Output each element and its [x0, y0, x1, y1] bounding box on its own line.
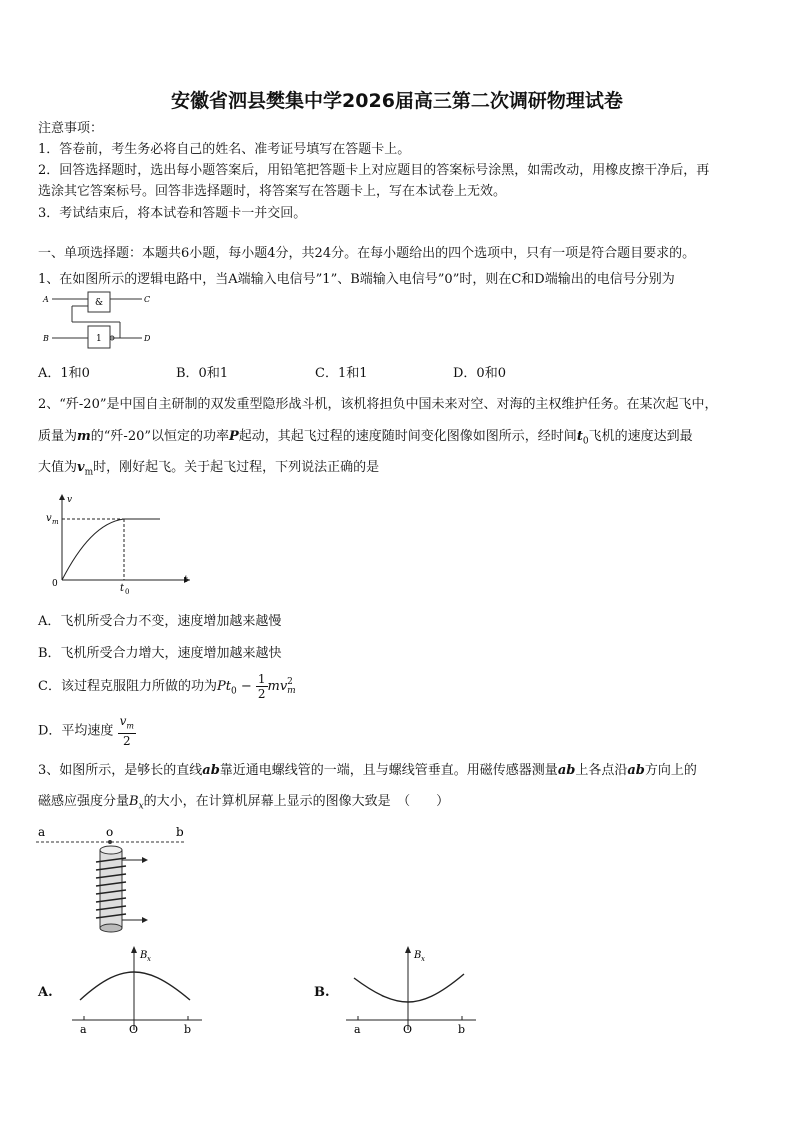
axis-label-bx: B: [414, 950, 422, 961]
vm-label-sub: m: [52, 518, 59, 526]
fraction-numerator: [118, 714, 136, 734]
q2-text: 飞机的速度达到最: [588, 429, 693, 444]
q1-option-a: A．1和0: [38, 366, 90, 381]
q3-line-2: [38, 794, 449, 815]
tick-label-b: b: [458, 1023, 466, 1036]
fraction-denominator: 2: [257, 687, 266, 701]
q3-option-a-graph: [72, 942, 207, 1036]
q3-text: 3、如图所示，是够长的直线: [38, 763, 203, 778]
line-label-o: o: [106, 825, 114, 839]
var-v: v: [77, 460, 85, 475]
axis-label-v: v: [67, 495, 73, 505]
var-p: P: [229, 429, 239, 444]
line-label-a: a: [38, 825, 46, 839]
q2-line-1: 2、“歼-20”是中国自主研制的双发重型隐形战斗机，该机将担负中国未来对空、对海的主权维护任务。在某次起飞中，: [38, 397, 718, 412]
notice-heading: 注意事项：: [38, 121, 104, 136]
exam-title: 安徽省泗县樊集中学2026届高三第二次调研物理试卷: [171, 90, 623, 112]
q2-option-b: B．飞机所受合力增大，速度增加越来越快: [38, 646, 282, 661]
axis-label-bx: B: [140, 950, 148, 961]
q2-option-d: [38, 714, 136, 748]
logic-circuit-figure: [40, 290, 155, 370]
axis-label-bx-sub: x: [147, 955, 151, 963]
q2-line-2: [38, 429, 693, 450]
section-heading: 一、单项选择题：本题共6小题，每小题4分，共24分。在每小题给出的四个选项中，只有一项是符合题目要求的。: [38, 246, 696, 261]
tick-label-a: a: [80, 1023, 87, 1036]
q3-text: 的大小，在计算机屏幕上显示的图像大致是 （ ）: [143, 794, 450, 809]
q3-line-1: [38, 763, 697, 779]
formula-mv: mv: [267, 679, 288, 694]
q2-option-a: A．飞机所受合力不变，速度增加越来越慢: [38, 614, 282, 629]
tick-label-b: b: [184, 1023, 192, 1036]
notice-item: 3．考试结束后，将本试卷和答题卡一并交回。: [38, 206, 307, 221]
notice-item: 1．答卷前，考生务必将自己的姓名、准考证号填写在答题卡上。: [38, 142, 411, 157]
q2-text: 大值为: [38, 460, 78, 475]
var-bx-sub: x: [138, 801, 144, 812]
numerator-v: v: [119, 714, 127, 728]
origin-label: 0: [52, 579, 58, 589]
fraction-numerator: 1: [257, 672, 266, 686]
q3-text: 上各点沿: [575, 763, 628, 778]
q3-text: 方向上的: [644, 763, 697, 778]
var-ab: ab: [557, 763, 576, 778]
q3-option-b-label: B.: [314, 985, 330, 1000]
axis-label-t: t: [184, 575, 188, 585]
and-gate-symbol: &: [95, 298, 104, 308]
circuit-label-d: D: [144, 334, 151, 343]
q2-line-3: [38, 460, 379, 481]
t0-label-sub: 0: [125, 588, 130, 595]
q2-text: 质量为: [38, 429, 78, 444]
q1-option-b: B．0和1: [176, 366, 229, 381]
var-t-sub: 0: [582, 436, 589, 447]
q1-option-d: D．0和0: [453, 366, 506, 381]
q1-text: 1、在如图所示的逻辑电路中，当A端输入电信号”1”、B端输入电信号”0”时，则在C和D端输出的电信号分别为: [38, 272, 675, 287]
q3-text: 靠近通电螺线管的一端，且与螺线管垂直。用磁传感器测量: [219, 763, 558, 778]
q2-text: 的“歼-20”以恒定的功率: [90, 429, 230, 444]
solenoid-figure: [34, 822, 194, 934]
numerator-sub: m: [126, 721, 134, 731]
avg-velocity-fraction: [118, 714, 136, 748]
formula-sub: m: [287, 685, 296, 696]
circuit-label-c: C: [144, 295, 151, 304]
velocity-time-graph: [40, 490, 200, 595]
formula-mv-scripts: [287, 678, 296, 696]
var-bx: B: [129, 794, 139, 809]
var-t: t: [576, 429, 583, 444]
not-gate-symbol: 1: [96, 334, 102, 344]
tick-label-a: a: [354, 1023, 361, 1036]
formula-pt: Pt: [216, 679, 231, 694]
formula-sup: 2: [287, 676, 293, 687]
q2-option-c-text: C．该过程克服阻力所做的功为: [38, 679, 217, 694]
circuit-label-a: A: [43, 295, 49, 304]
q3-option-a-label: A.: [38, 985, 53, 1000]
vm-label: v: [46, 513, 52, 524]
notice-item: 2．回答选择题时，选出每小题答案后，用铅笔把答题卡上对应题目的答案标号涂黑，如需改动，用橡皮擦干净后，再: [38, 163, 710, 178]
tick-label-o: O: [403, 1023, 413, 1036]
q2-text: 时，刚好起飞。关于起飞过程，下列说法正确的是: [93, 460, 380, 475]
notice-item: 选涂其它答案标号。回答非选择题时，将答案写在答题卡上，写在本试卷上无效。: [38, 184, 507, 199]
var-ab: ab: [202, 763, 220, 778]
q3-text: 磁感应强度分量: [38, 794, 130, 809]
formula-minus: −: [240, 679, 252, 694]
t0-label: t: [120, 583, 125, 594]
q1-option-c: C．1和1: [315, 366, 368, 381]
line-label-b: b: [176, 825, 184, 839]
var-v-sub: m: [84, 467, 94, 478]
q2-option-d-text: D．平均速度: [38, 723, 114, 739]
var-m: m: [77, 429, 91, 444]
q3-option-b-graph: [346, 942, 481, 1036]
axis-label-bx-sub: x: [421, 955, 425, 963]
q2-option-c: [38, 672, 296, 701]
fraction-denominator: 2: [122, 734, 131, 749]
circuit-label-b: B: [43, 334, 49, 343]
var-ab: ab: [627, 763, 645, 778]
formula-fraction: [256, 672, 268, 701]
tick-label-o: O: [129, 1023, 139, 1036]
q2-text: 起动，其起飞过程的速度随时间变化图像如图所示，经时间: [238, 429, 577, 444]
formula-pt-sub: 0: [230, 686, 237, 697]
